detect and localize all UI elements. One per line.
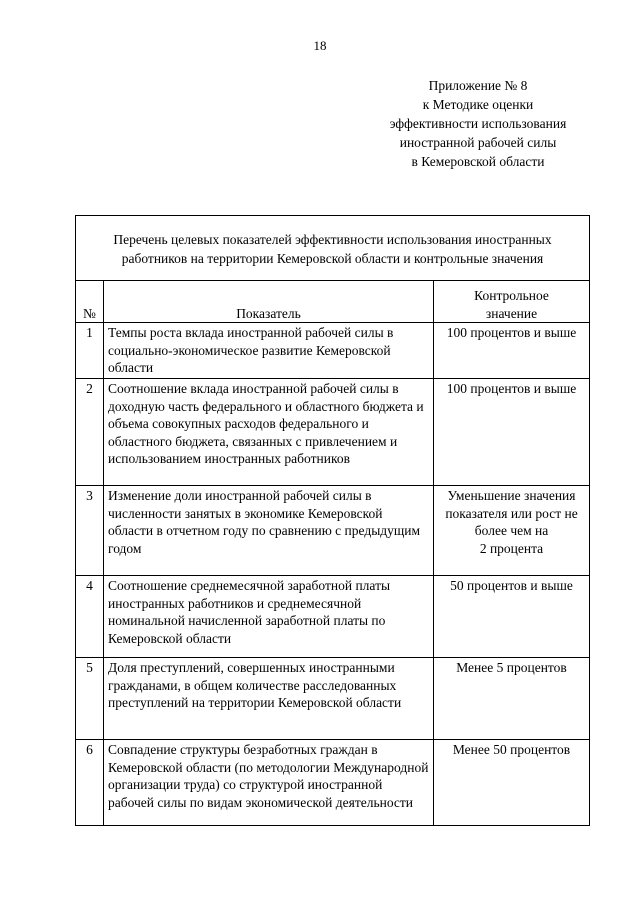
table-row (76, 740, 590, 826)
row-num: 4 (76, 576, 104, 658)
row-num: 6 (76, 740, 104, 826)
row-indicator: Темпы роста вклада иностранной рабочей силы в социально-экономическое развитие Кемеровской области (104, 323, 434, 379)
row-indicator: Изменение доли иностранной рабочей силы в численности занятых в экономике Кемеровской области в отчетном году по сравнению с предыдущим годом (104, 486, 434, 576)
appendix-heading (360, 76, 596, 171)
row-value: 50 процентов и выше (434, 576, 590, 658)
row-value: 100 процентов и выше (434, 323, 590, 379)
row-num: 5 (76, 658, 104, 740)
indicators-table (75, 215, 590, 826)
row-value: Менее 50 процентов (434, 740, 590, 826)
appendix-line: к Методике оценки (422, 97, 534, 112)
appendix-line: иностранной рабочей силы (399, 135, 557, 150)
table-header-row (76, 281, 590, 323)
header-value: Контрольное значение (434, 281, 590, 323)
table-caption: Перечень целевых показателей эффективности использования иностранных работников на территории Кемеровской области и контрольные значения (76, 216, 590, 281)
row-num: 2 (76, 379, 104, 486)
row-value: Уменьшение значения показателя или рост не более чем на 2 процента (434, 486, 590, 576)
header-num: № (76, 281, 104, 323)
row-value: Менее 5 процентов (434, 658, 590, 740)
header-indicator: Показатель (104, 281, 434, 323)
table-row (76, 486, 590, 576)
table-row (76, 323, 590, 379)
table-row (76, 576, 590, 658)
page-number: 18 (313, 38, 327, 53)
row-value: 100 процентов и выше (434, 379, 590, 486)
row-indicator: Соотношение вклада иностранной рабочей силы в доходную часть федерального и областного бюджета и объема совокупных расходов федерального и областного бюджета, связанных с привлечением и использованием иностранных работников (104, 379, 434, 486)
table-row (76, 658, 590, 740)
row-indicator: Доля преступлений, совершенных иностранными гражданами, в общем количестве расследованных преступлений на территории Кемеровской области (104, 658, 434, 740)
appendix-line: Приложение № 8 (428, 78, 528, 93)
row-indicator: Соотношение среднемесячной заработной платы иностранных работников и среднемесячной номинальной начисленной заработной платы по Кемеровской области (104, 576, 434, 658)
appendix-line: эффективности использования (389, 116, 567, 131)
appendix-line: в Кемеровской области (411, 154, 545, 169)
table-row (76, 379, 590, 486)
row-indicator: Совпадение структуры безработных граждан в Кемеровской области (по методологии Международной организации труда) со структурой иностранной рабочей силы по видам экономической деятельности (104, 740, 434, 826)
row-num: 3 (76, 486, 104, 576)
row-num: 1 (76, 323, 104, 379)
